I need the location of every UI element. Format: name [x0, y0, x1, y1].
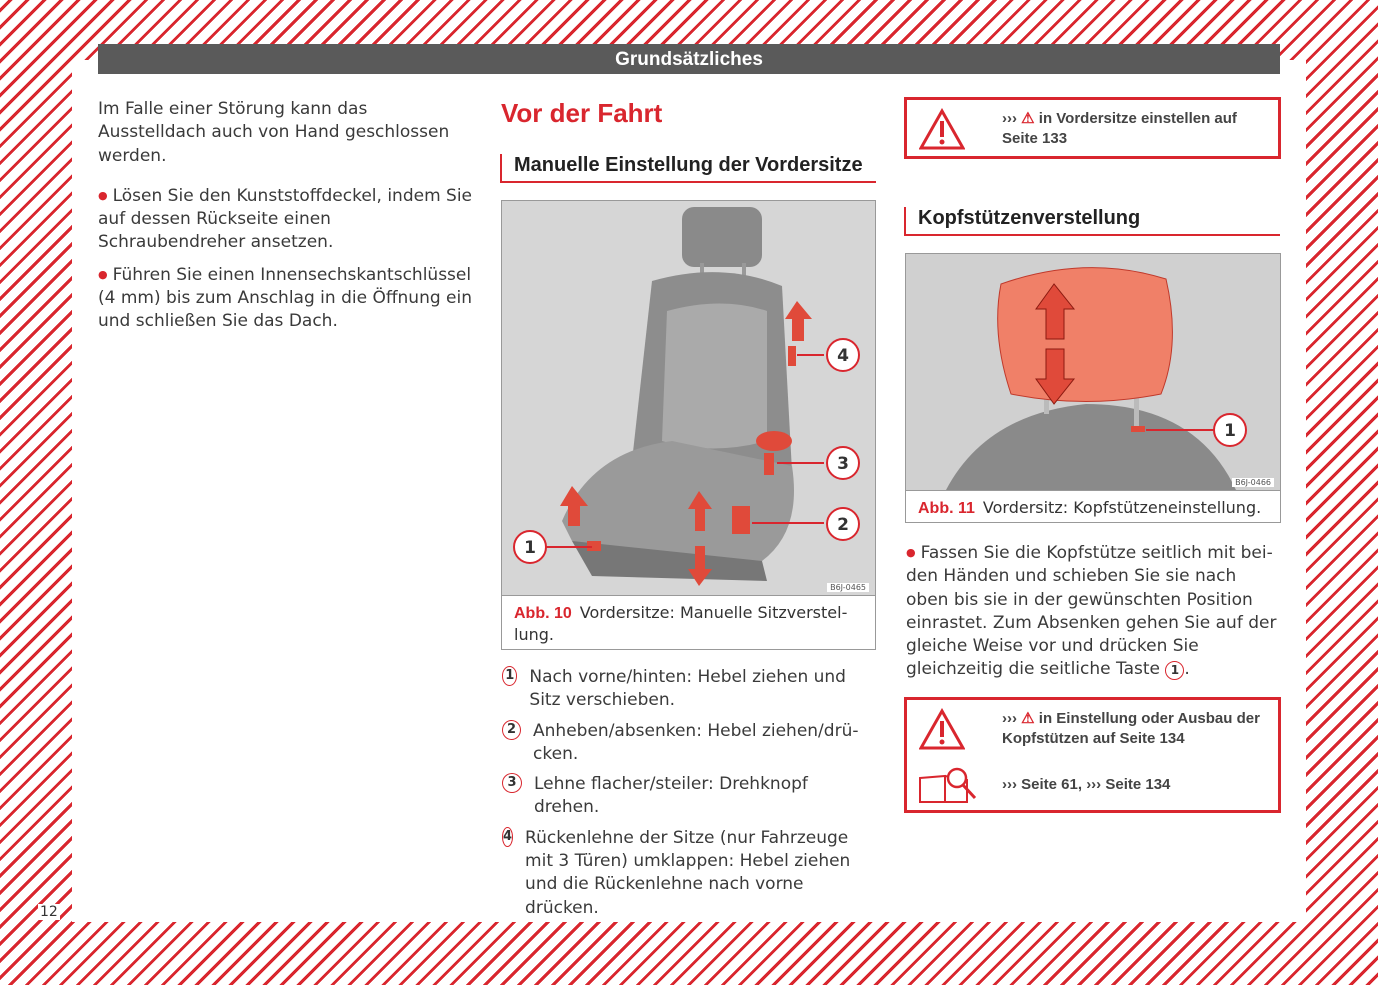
list-item: [502, 720, 878, 767]
figure-code: B6J-0466: [1232, 478, 1274, 487]
list-item: [502, 827, 878, 920]
item-text: Nach vorne/hinten: Hebel ziehen und Sitz verschieben.: [529, 667, 846, 711]
warning-box: [904, 697, 1281, 813]
item-text: Anheben/absenken: Hebel ziehen/drücken.: [533, 720, 859, 764]
warning-small-icon: ⚠: [1021, 110, 1035, 127]
number-badge: 1: [502, 666, 517, 686]
caption-text: Vordersitz: Kopfstützeneinstellung.: [982, 498, 1262, 517]
header-bar: Grundsätzliches: [98, 44, 1280, 74]
headrest-instructions: ● Fassen Sie die Kopfstütze seitlich mit beiden Händen und schieben Sie sie nach oben bis sie in der gewünschten Position einrastet. Zum Absenken gehen Sie auf der gleiche Weise vor und drücken Sie gleichzeitig die seitliche Taste 1 .: [906, 541, 1282, 682]
callout-4: 4: [837, 346, 849, 366]
figure-label: Abb. 11: [918, 500, 975, 517]
intro-text: Im Falle einer Störung kann das Ausstelldach auch von Hand geschlossen werden.: [98, 99, 450, 166]
number-badge: 1: [1165, 661, 1184, 680]
section-heading: Kopfstützenverstellung: [904, 207, 1280, 236]
callout-3: 3: [837, 454, 849, 474]
headrest-figure: [905, 253, 1281, 491]
adjustment-list: [502, 666, 878, 927]
item-text: Rückenlehne der Sitze (nur Fahrzeuge mit 3 Türen) umklappen: Hebel ziehen und die Rückenlehne nach vorne drücken.: [525, 827, 851, 918]
figure-label: Abb. 10: [514, 605, 572, 622]
callout-2: 2: [837, 515, 849, 535]
warning-icon: [919, 708, 965, 750]
callout-1: 1: [524, 538, 536, 558]
number-badge: 4: [502, 827, 513, 847]
page-number: 12: [40, 904, 58, 920]
warning-link[interactable]: ››› ⚠ in Vordersitze einstellen auf Seite 133: [1002, 110, 1237, 147]
headrest-illustration: [906, 254, 1280, 490]
column-1: [98, 98, 473, 334]
page-references[interactable]: ››› Seite 61, ››› Seite 134: [1002, 776, 1171, 793]
caption-text: Vordersitze: Manuelle Sitzverstellung.: [514, 603, 848, 644]
list-item: [502, 773, 878, 820]
warning-icon: [919, 108, 965, 150]
callout-1: 1: [1224, 421, 1236, 441]
bullet: ● Führen Sie einen Innensechskantschlüssel (4 mm) bis zum Anschlag in die Öffnung ein und schließen Sie das Dach.: [98, 263, 473, 334]
seat-figure: [501, 200, 876, 596]
book-search-icon: [917, 766, 979, 806]
number-badge: 3: [502, 773, 522, 793]
bullet: ● Lösen Sie den Kunststoffdeckel, indem Sie auf dessen Rückseite einen Schraubendreher ansetzen.: [98, 184, 473, 255]
list-item: [502, 666, 878, 713]
figure-caption: [905, 491, 1281, 523]
figure-code: B6J-0465: [827, 583, 869, 592]
page-title: Vor der Fahrt: [501, 98, 663, 128]
section-heading: Manuelle Einstellung der Vordersitze: [500, 154, 876, 183]
warning-small-icon: ⚠: [1021, 710, 1035, 727]
item-text: Lehne flacher/steiler: Drehknopf drehen.: [533, 774, 808, 818]
warning-box: [904, 97, 1281, 159]
seat-illustration: [502, 201, 875, 595]
figure-caption: [501, 596, 876, 650]
number-badge: 2: [502, 720, 521, 740]
warning-link[interactable]: ››› ⚠ in Einstellung oder Ausbau der Kopfstützen auf Seite 134: [1002, 710, 1260, 747]
